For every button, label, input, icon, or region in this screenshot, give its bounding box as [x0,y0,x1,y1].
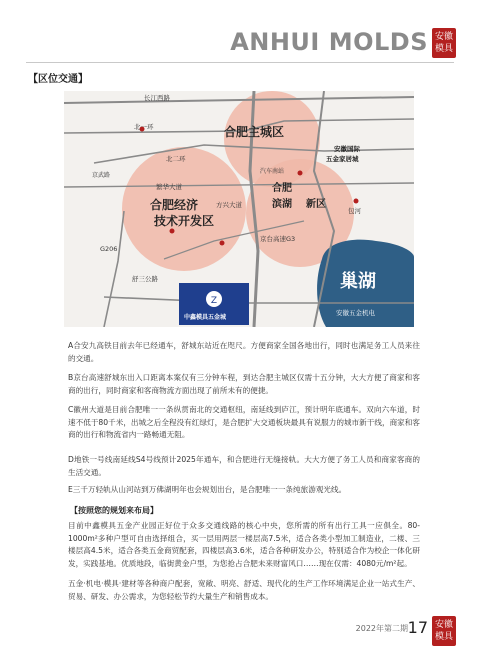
project-logo-mark: Z [210,296,218,306]
paragraph-a: A合安九高铁目前去年已经通车，舒城东站近在咫尺。方便商家全国各地出行，同时也满足务工人员来往的交通。 [68,341,420,363]
paragraph-c: C徽州大道是目前合肥唯一一条纵贯南北的交通枢纽，南延线到庐江，预计明年底通车。双向六车道，时速不低于80千米，出城之后全程没有红绿灯，是合肥扩大交通板块最具有说服力的城市新干线，商家和客商的出行和物流省内一路畅通无阻。 [68,405,420,439]
page-number: 17 [407,618,428,637]
label-jingwu: 京武路 [92,172,111,179]
page-header [0,0,480,62]
label-changjiang: 长江西路 [144,94,170,102]
location-map [64,91,414,327]
label-binhu2: 滨湖 [272,199,292,210]
label-anhui-intl: 安徽国际 [334,145,360,153]
marker-3 [220,241,225,246]
label-chaohu: 巢湖 [340,271,376,292]
paragraph-d: D地铁一号线南延线S4号线预计2025年通车，和合肥进行无缝接轨。大大方便了务工人员和商家客商的生活交通。 [68,455,420,477]
map-svg [64,91,414,327]
paragraph-g: 五金·机电·模具·建材等各种商户配套，宽敞、明亮、舒适、现代化的生产工作环境满足企业一站式生产、贸易、研发、办公需求，为您轻松节约大量生产和销售成本。 [68,579,420,601]
paragraph-b: B京台高速舒城东出入口距离本案仅有三分钟车程，到达合肥主城区仅需十五分钟，大大方便了商家和客商的出行，同时商家和客商物流方面出现了前所未有的便捷。 [68,373,420,395]
label-g206: G206 [100,245,118,253]
label-beiyihuan: 北一环 [134,123,154,131]
footer-logo-top: 安徽 [434,620,453,630]
label-fanhua: 繁华大道 [156,183,182,191]
label-shusan: 舒三公路 [132,275,158,283]
label-econ2: 技术开发区 [154,214,215,228]
label-baohe: 包河 [348,207,361,215]
label-fangxing: 方兴大道 [216,201,242,209]
logo-text-bottom: 模具 [434,44,453,54]
brand-logo [432,28,456,58]
paragraph-f: 目前中鑫模具五金产业园正好位于众多交通线路的核心中央，您所需的所有出行工具一应俱全。80-1000m²多种户型可自由选择组合，买一层用两层一楼层高7.5米，适合各类小型加工制造业，二楼、三楼层高4.5米，适合各类五金商贸配套，四楼层高3.6米，适合各种研发办公，特别适合作为校企一体化研发，实践基地。优质地段，临街黄金户型，为您抢占合肥未来财富风口……现在仅需：4080元/m²起。 [68,521,420,568]
label-g3: 京台高速G3 [260,235,296,243]
label-anhui-intl2: 五金家居城 [326,155,359,163]
label-qichezhan: 汽车南站 [260,168,285,175]
label-xinqu: 新区 [306,199,326,210]
marker-5 [354,199,359,204]
label-main-city: 合肥主城区 [224,125,285,139]
label-binhu1: 合肥 [272,183,292,194]
brand-title: ANHUI MOLDS [230,28,428,56]
footer-logo [432,616,456,646]
paragraph-e: E三千万轻轨从山河站到万佛湖明年也会规划出台，是合肥唯一一条纯旅游观光线。 [68,485,347,494]
section-title: 【区位交通】 [28,74,88,85]
footer-issue: 2022年第二期 [355,624,408,633]
marker-4 [298,171,303,176]
label-econ1: 合肥经济 [150,198,199,212]
logo-text-top: 安徽 [434,32,453,42]
label-zhongxin: 中鑫模具五金城 [184,314,227,321]
marker-2 [170,229,175,234]
footer-logo-bottom: 模具 [434,632,453,642]
label-erhuan: 北二环 [166,155,186,163]
label-anhui-power: 安徽五金机电 [336,309,375,317]
subheading-layout: 【按照您的规划来布局】 [70,506,158,515]
header-divider [26,62,454,63]
